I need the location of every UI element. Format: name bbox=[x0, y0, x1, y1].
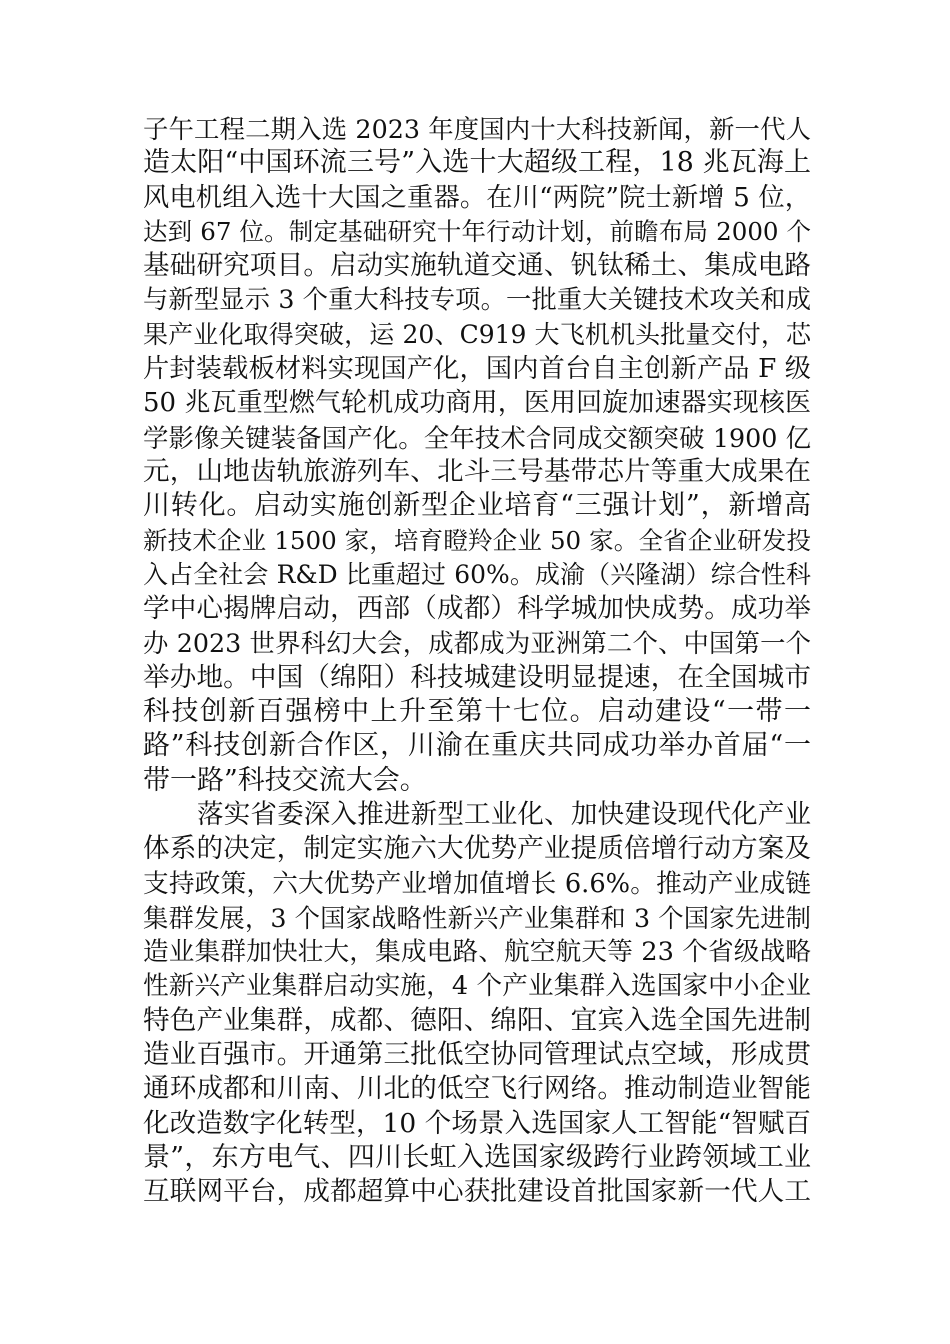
text-line: 学影像关键装备国产化。全年技术合同成交额突破 1900 亿 bbox=[143, 422, 811, 453]
text-line: 带一路”科技交流大会。 bbox=[143, 764, 427, 796]
text-line: 造太阳“中国环流三号”入选十大超级工程，18 兆瓦海上 bbox=[143, 147, 811, 179]
text-line: 集群发展，3 个国家战略性新兴产业集群和 3 个国家先进制 bbox=[143, 902, 811, 933]
text-line: 风电机组入选十大国之重器。在川“两院”院士新增 5 位， bbox=[143, 182, 811, 213]
text-line: 科技创新百强榜中上升至第十七位。启动建设“一带一 bbox=[143, 696, 811, 728]
text-line: 达到 67 位。制定基础研究十年行动计划，前瞻布局 2000 个 bbox=[143, 216, 811, 246]
text-line: 与新型显示 3 个重大科技专项。一批重大关键技术攻关和成 bbox=[143, 285, 811, 315]
text-line: 学中心揭牌启动，西部（成都）科学城加快成势。成功举 bbox=[143, 593, 811, 625]
text-line: 入占全社会 R&D 比重超过 60%。成渝（兴隆湖）综合性科 bbox=[143, 559, 811, 589]
text-line: 落实省委深入推进新型工业化、加快建设现代化产业 bbox=[197, 798, 811, 830]
text-line: 果产业化取得突破，运 20、C919 大飞机机头批量交付，芯 bbox=[143, 319, 811, 349]
text-line: 片封装载板材料实现国产化，国内首台自主创新产品 F 级 bbox=[143, 354, 811, 385]
text-line: 路”科技创新合作区，川渝在重庆共同成功举办首届“一 bbox=[143, 730, 811, 762]
text-line: 50 兆瓦重型燃气轮机成功商用，医用回旋加速器实现核医 bbox=[143, 388, 811, 419]
text-line: 川转化。启动实施创新型企业培育“三强计划”，新增高 bbox=[143, 490, 811, 522]
text-line: 举办地。中国（绵阳）科技城建设明显提速，在全国城市 bbox=[143, 661, 811, 693]
text-line: 化改造数字化转型，10 个场景入选国家人工智能“智赋百 bbox=[143, 1107, 811, 1139]
text-line: 景”，东方电气、四川长虹入选国家级跨行业跨领域工业 bbox=[143, 1141, 811, 1173]
text-line: 支持政策，六大优势产业增加值增长 6.6%。推动产业成链 bbox=[143, 868, 811, 899]
text-line: 基础研究项目。启动实施轨道交通、钒钛稀土、集成电路 bbox=[143, 250, 811, 282]
text-line: 性新兴产业集群启动实施，4 个产业集群入选国家中小企业 bbox=[143, 971, 811, 1002]
text-line: 造业集群加快壮大，集成电路、航空航天等 23 个省级战略 bbox=[143, 937, 811, 968]
text-line: 办 2023 世界科幻大会，成都成为亚洲第二个、中国第一个 bbox=[143, 628, 811, 659]
body-text bbox=[143, 112, 811, 1210]
paragraph-1 bbox=[143, 112, 811, 798]
text-line: 互联网平台，成都超算中心获批建设首批国家新一代人工 bbox=[143, 1176, 811, 1208]
text-line: 子午工程二期入选 2023 年度国内十大科技新闻，新一代人 bbox=[143, 114, 811, 144]
text-line: 体系的决定，制定实施六大优势产业提质倍增行动方案及 bbox=[143, 833, 811, 865]
text-line: 通环成都和川南、川北的低空飞行网络。推动制造业智能 bbox=[143, 1073, 811, 1105]
text-line: 特色产业集群，成都、德阳、绵阳、宜宾入选全国先进制 bbox=[143, 1004, 811, 1036]
text-line: 元，山地齿轨旅游列车、北斗三号基带芯片等重大成果在 bbox=[143, 455, 811, 487]
text-line: 造业百强市。开通第三批低空协同管理试点空域，形成贯 bbox=[143, 1039, 811, 1071]
text-line: 新技术企业 1500 家，培育瞪羚企业 50 家。全省企业研发投 bbox=[143, 525, 811, 555]
paragraph-2 bbox=[143, 798, 811, 1210]
